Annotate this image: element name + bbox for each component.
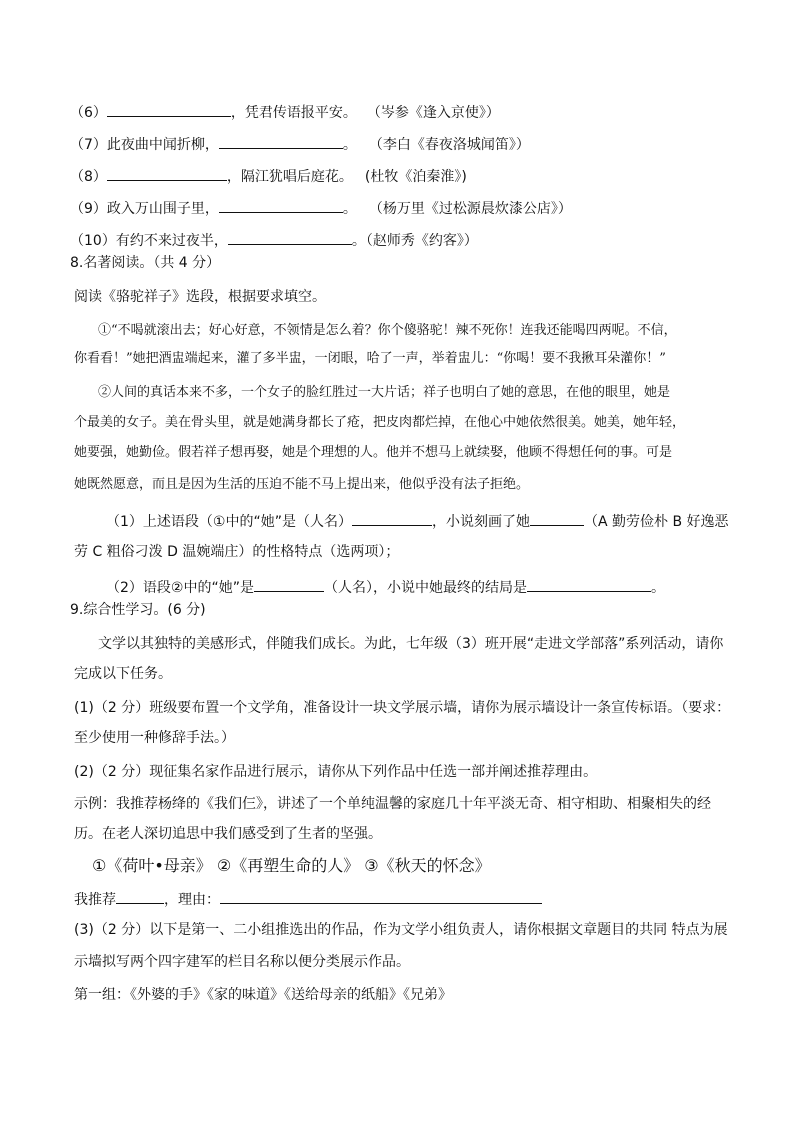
- poem-source: (杜牧《泊秦淮》): [364, 169, 467, 185]
- answer-blank[interactable]: [107, 165, 227, 181]
- poem-text: 。: [342, 201, 357, 217]
- passage-2-line: ②人间的真话本来不多，一个女子的脸红胜过一大片话；祥子也明白了她的意思，在他的眼里，她是: [98, 385, 671, 400]
- poem-line-8: [70, 165, 467, 187]
- poem-number: （7）: [70, 137, 107, 153]
- q9-task-2: (2)（2 分）现征集名家作品进行展示，请你从下列作品中任选一部并阐述推荐理由。: [74, 764, 598, 780]
- question-text: 。: [650, 580, 665, 596]
- poem-text: 有约不来过夜半，: [115, 233, 228, 249]
- answer-blank[interactable]: [219, 197, 343, 213]
- passage-2-line: 她既然愿意，而且是因为生活的压迫不能不马上提出来，他似乎没有法子拒绝。: [74, 477, 530, 492]
- q9-intro-line: 完成以下任务。: [74, 666, 172, 682]
- q9-task-3-line: 示墙拟写两个四字建军的栏目名称以便分类展示作品。: [74, 954, 410, 970]
- q9-example-line: 示例：我推荐杨绛的《我们仨》，讲述了一个单纯温馨的家庭几十年平淡无奇、相守相助、相聚相失的经: [74, 796, 711, 812]
- q9-heading: 9.综合性学习。(6 分): [70, 602, 206, 618]
- answer-blank[interactable]: [228, 229, 352, 245]
- poem-text: 政入万山围子里，: [106, 201, 219, 217]
- poem-line-7: [70, 133, 530, 155]
- answer-blank[interactable]: [527, 576, 651, 592]
- q9-task-1-line: (1)（2 分）班级要布置一个文学角，准备设计一块文学展示墙，请你为展示墙设计一条宣传标语。（要求：: [74, 700, 731, 716]
- poem-text: ，隔江犹唱后庭花。: [226, 169, 353, 185]
- question-text: （2）语段②中的“她”是: [106, 580, 254, 596]
- question-text: 我推荐: [74, 892, 116, 908]
- answer-blank[interactable]: [116, 888, 164, 904]
- q9-recommend-line: [74, 888, 542, 910]
- q8-sub-question-1: [106, 510, 729, 532]
- poem-number: （10）: [70, 233, 116, 249]
- q9-task-1-line: 至少使用一种修辞手法。）: [74, 730, 235, 746]
- answer-blank[interactable]: [254, 576, 324, 592]
- passage-2-line: 她要强，她勤俭。假若祥子想再娶，她是个理想的人。他并不想马上就续娶，他顾不得想任何的事。可是: [74, 445, 673, 460]
- question-text: （A 勤劳俭朴 B 好逸恶: [583, 514, 729, 530]
- poem-number: （6）: [70, 105, 107, 121]
- q9-task-3-line: (3)（2 分）以下是第一、二小组推选出的作品，作为文学小组负责人，请你根据文章题目的共同 特点为展: [74, 922, 728, 938]
- question-text: （1）上述语段（①中的“她”是（人名）: [106, 514, 352, 530]
- poem-number: （8）: [70, 169, 107, 185]
- q8-sub-question-1-cont: 劳 C 粗俗刁泼 D 温婉端庄）的性格特点（选两项）；: [74, 544, 400, 560]
- poem-source: （赵师秀《约客》）: [365, 233, 478, 249]
- poem-number: （9）: [70, 201, 107, 217]
- poem-text: ，凭君传语报平安。: [230, 105, 357, 121]
- q9-work-options: ①《荷叶•母亲》 ②《再塑生命的人》 ③《秋天的怀念》: [92, 856, 491, 875]
- poem-line-10: [70, 229, 478, 251]
- q9-example-line: 历。在老人深切追思中我们感受到了生者的坚强。: [74, 826, 382, 842]
- answer-blank[interactable]: [220, 888, 542, 904]
- passage-1-line: ①“不喝就滚出去；好心好意，不领情是怎么着？你个傻骆驼！辣不死你！连我还能喝四两呢。不信，: [98, 323, 677, 338]
- answer-blank[interactable]: [352, 510, 432, 526]
- answer-blank[interactable]: [219, 133, 343, 149]
- answer-blank[interactable]: [107, 101, 231, 117]
- poem-source: （杨万里《过松源晨炊漆公店》）: [368, 201, 572, 217]
- poem-line-9: [70, 197, 572, 219]
- passage-1-line: 你看看！”她把酒盅端起来，灌了多半盅，一闭眼，哈了一声，举着盅儿：“你喝！要不我揪耳朵灌你！”: [74, 351, 666, 366]
- poem-text: 。: [351, 233, 366, 249]
- poem-source: （岑参《逢入京使》）: [366, 105, 500, 121]
- poem-source: （李白《春夜洛城闻笛》）: [368, 137, 530, 153]
- poem-line-6: [70, 101, 500, 123]
- answer-blank[interactable]: [530, 510, 584, 526]
- q9-group-1: 第一组：《外婆的手》《家的味道》《送给母亲的纸船》《兄弟》: [74, 987, 452, 1003]
- passage-2-line: 个最美的女子。美在骨头里，就是她满身都长了疮，把皮肉都烂掉，在他心中她依然很美。她美，她年轻，: [74, 415, 686, 430]
- poem-text: 此夜曲中闻折柳，: [106, 137, 219, 153]
- q8-sub-question-2: [106, 576, 665, 598]
- question-text: ，理由：: [164, 892, 220, 908]
- question-text: ，小说刻画了她: [431, 514, 530, 530]
- q8-intro: 阅读《骆驼祥子》选段，根据要求填空。: [74, 289, 326, 305]
- q9-intro-line: 文学以其独特的美感形式，伴随我们成长。为此，七年级（3）班开展“走进文学部落”系列活动，请你: [98, 636, 724, 652]
- q8-heading: 8.名著阅读。（共 4 分）: [70, 255, 221, 271]
- poem-text: 。: [342, 137, 357, 153]
- question-text: （人名），小说中她最终的结局是: [323, 580, 527, 596]
